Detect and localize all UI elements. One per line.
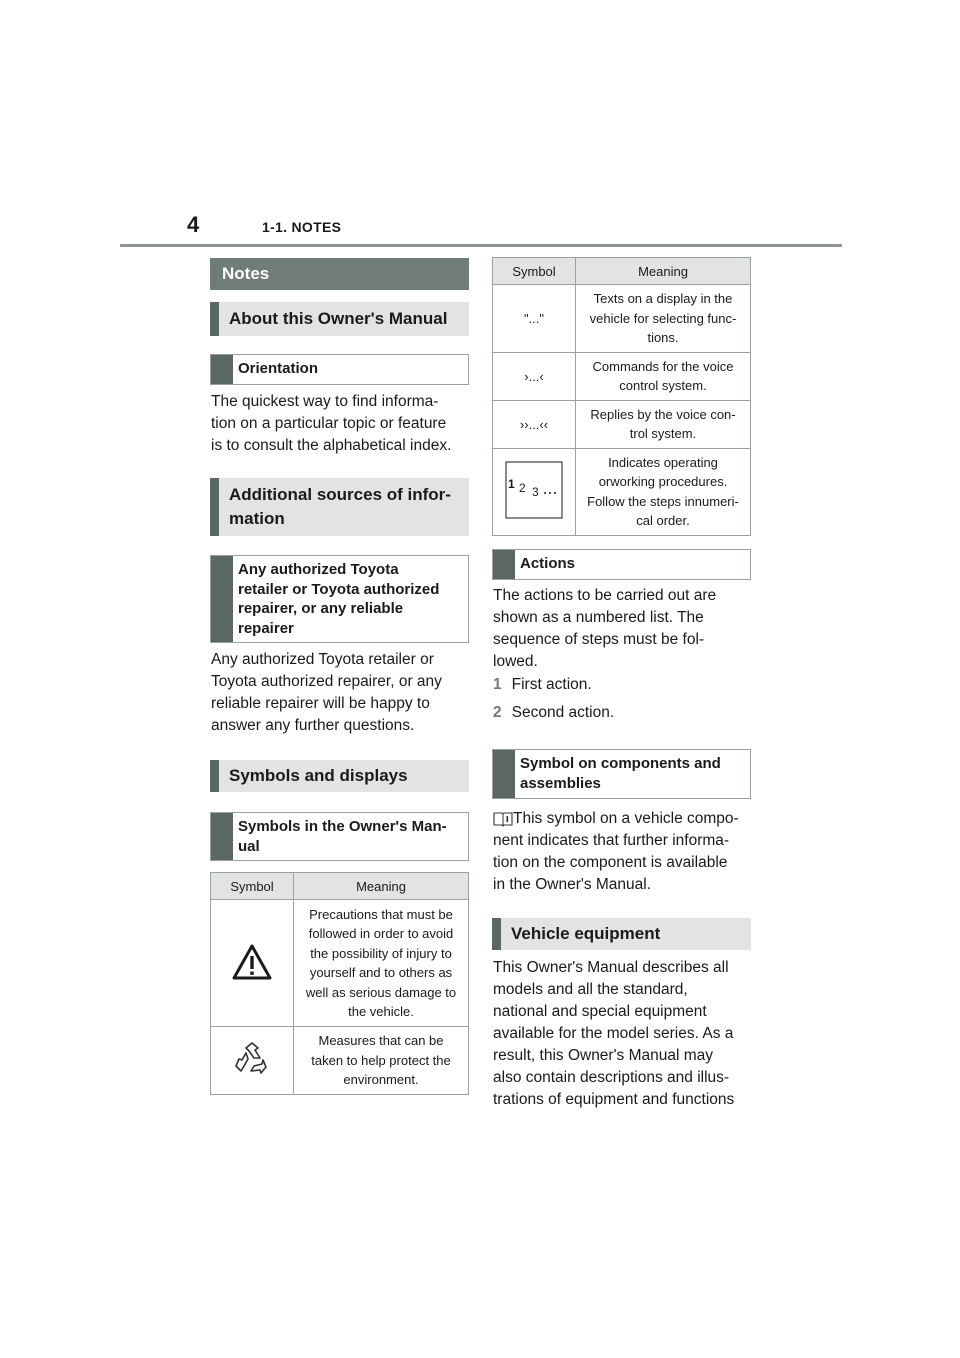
numbered-steps-icon xyxy=(505,461,563,519)
symbol-cell: ››...‹‹ xyxy=(493,400,576,448)
step-text: First action. xyxy=(511,676,592,693)
table-row xyxy=(493,448,751,535)
table-row xyxy=(493,285,751,353)
components-heading xyxy=(492,749,751,799)
meaning-cell: Replies by the voice con- trol system. xyxy=(576,400,751,448)
heading-bar xyxy=(211,355,233,384)
retailer-heading-text: Any authorized Toyota retailer or Toyota authorized repairer, or any reliable repairer xyxy=(238,561,440,637)
orientation-heading-text: Orientation xyxy=(238,360,319,377)
right-symbol-table xyxy=(492,257,751,536)
meaning-cell: Indicates operating orworking procedures. Follow the steps innumeri- cal order. xyxy=(576,448,751,535)
symbol-cell xyxy=(211,1027,294,1095)
additional-heading: Additional sources of infor- mation xyxy=(210,478,469,536)
left-symbol-table xyxy=(210,872,469,1095)
step-number: 1 xyxy=(493,676,502,693)
table-row xyxy=(211,900,469,1027)
svg-text:2: 2 xyxy=(519,481,526,495)
actions-text: The actions to be carried out are shown as a numbered list. The sequence of steps must be fol- lowed. xyxy=(493,587,717,670)
svg-text:3: 3 xyxy=(532,485,539,499)
col-symbol: Symbol xyxy=(493,258,576,285)
symbols-manual-heading xyxy=(210,812,469,861)
heading-bar xyxy=(493,750,515,798)
svg-text:1: 1 xyxy=(508,477,515,491)
meaning-cell: Texts on a display in the vehicle for selecting func- tions. xyxy=(576,285,751,353)
table-row xyxy=(493,400,751,448)
meaning-cell: Measures that can be taken to help protect the environment. xyxy=(294,1027,469,1095)
meaning-cell: Commands for the voice control system. xyxy=(576,352,751,400)
step-item xyxy=(493,704,614,722)
retailer-text: Any authorized Toyota retailer or Toyota authorized repairer, or any reliable repairer will be happy to answer any further questions. xyxy=(211,651,442,734)
about-heading: About this Owner's Manual xyxy=(210,302,469,336)
actions-heading xyxy=(492,549,751,580)
col-meaning: Meaning xyxy=(576,258,751,285)
step-item xyxy=(493,676,592,694)
heading-bar xyxy=(211,813,233,860)
orientation-heading xyxy=(210,354,469,385)
recycle-icon xyxy=(233,1040,271,1078)
equipment-heading: Vehicle equipment xyxy=(492,918,751,950)
page-number: 4 xyxy=(187,212,200,237)
table-header-row xyxy=(211,873,469,900)
symbol-cell: ›...‹ xyxy=(493,352,576,400)
orientation-text: The quickest way to find informa- tion on a particular topic or feature is to consult the alphabetical index. xyxy=(211,393,452,454)
header-rule xyxy=(120,244,842,247)
symbol-cell: "..." xyxy=(493,285,576,353)
symbols-heading: Symbols and displays xyxy=(210,760,469,792)
notes-title: Notes xyxy=(210,258,469,290)
symbol-cell xyxy=(211,900,294,1027)
heading-bar xyxy=(493,550,515,579)
table-header-row xyxy=(493,258,751,285)
symbols-manual-heading-text: Symbols in the Owner's Man- ual xyxy=(238,818,447,855)
step-text: Second action. xyxy=(511,704,615,721)
components-heading-text: Symbol on components and assemblies xyxy=(520,755,721,792)
warning-triangle-icon xyxy=(232,944,272,980)
actions-heading-text: Actions xyxy=(520,555,576,572)
col-meaning: Meaning xyxy=(294,873,469,900)
col-symbol: Symbol xyxy=(211,873,294,900)
heading-bar xyxy=(211,556,233,642)
meaning-cell: Precautions that must be followed in order to avoid the possibility of injury to yourself and to others as well as serious damage to the vehicle. xyxy=(294,900,469,1027)
retailer-heading xyxy=(210,555,469,643)
components-text: This symbol on a vehicle compo- nent indicates that further informa- tion on the component is available in the Owner's Manual. xyxy=(493,810,739,893)
section-title: 1-1. NOTES xyxy=(262,219,342,235)
equipment-text: This Owner's Manual describes all models and all the standard, national and special equipment available for the model series. As a result, this Owner's Manual may also contain descriptions and illus- trations of equipment and functions xyxy=(493,959,735,1108)
step-number: 2 xyxy=(493,704,502,721)
table-row xyxy=(493,352,751,400)
table-row xyxy=(211,1027,469,1095)
symbol-cell xyxy=(493,448,576,535)
